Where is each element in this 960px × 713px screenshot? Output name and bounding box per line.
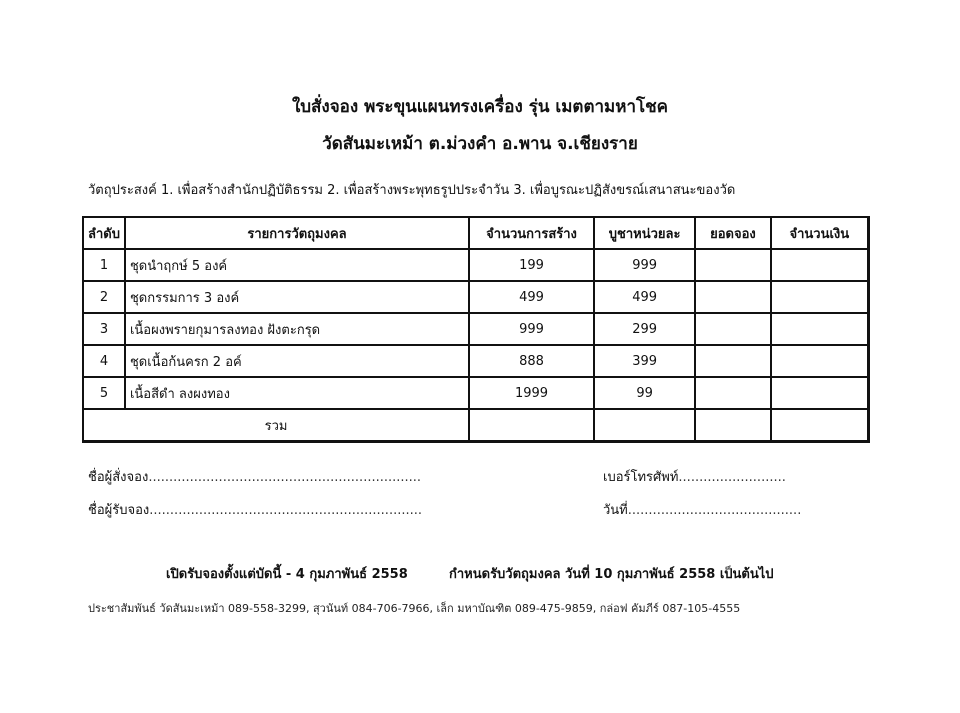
header-item: รายการวัตถุมงคล: [126, 218, 470, 250]
row-no: 1: [84, 250, 126, 282]
total-price-cell: [595, 410, 696, 440]
table-row: [84, 282, 867, 314]
row-amount-cell[interactable]: [772, 378, 867, 410]
receiver-line[interactable]: [88, 499, 422, 520]
row-item: ชุดนำฤกษ์ 5 องค์: [126, 250, 470, 282]
total-row: [84, 410, 867, 440]
row-price: 499: [595, 282, 696, 314]
row-qty: 1999: [470, 378, 595, 410]
row-booked-cell[interactable]: [696, 346, 771, 378]
row-amount-cell[interactable]: [772, 346, 867, 378]
row-qty: 199: [470, 250, 595, 282]
document-title: ใบสั่งจอง พระขุนแผนทรงเครื่อง รุ่น เมตตามหาโชค: [291, 97, 669, 117]
row-price: 399: [595, 346, 696, 378]
row-item: ชุดกรรมการ 3 องค์: [126, 282, 470, 314]
orderer-label: ชื่อผู้สั่งจอง: [88, 470, 149, 485]
header-qty: จำนวนการสร้าง: [470, 218, 595, 250]
header-price: บูชาหน่วยละ: [595, 218, 696, 250]
row-booked-cell[interactable]: [696, 378, 771, 410]
row-no: 4: [84, 346, 126, 378]
document-subtitle: วัดสันมะเหม้า ต.ม่วงคำ อ.พาน จ.เชียงราย: [322, 134, 638, 154]
row-item: เนื้อสีดำ ลงผงทอง: [126, 378, 470, 410]
row-booked-cell[interactable]: [696, 282, 771, 314]
purpose-text: วัตถุประสงค์ 1. เพื่อสร้างสำนักปฏิบัติธรรม 2. เพื่อสร้างพระพุทธรูปประจำวัน 3. เพื่อบูรณะปฏิสังขรณ์เสนาสนะของวัด: [88, 183, 736, 198]
row-price: 99: [595, 378, 696, 410]
date-fill-dots[interactable]: ..........................................: [627, 503, 802, 518]
table-row: [84, 378, 867, 410]
table-row: [84, 314, 867, 346]
header-amount: จำนวนเงิน: [772, 218, 867, 250]
phone-fill-dots[interactable]: ..........................: [678, 470, 786, 485]
date-label: วันที่: [603, 503, 628, 518]
table-header-row: [84, 218, 867, 250]
receive-date-text: กำหนดรับวัตถุมงคล วันที่ 10 กุมภาพันธ์ 2558 เป็นต้นไป: [449, 567, 774, 582]
header-no: ลำดับ: [84, 218, 126, 250]
order-table: [82, 216, 870, 443]
total-booked-cell[interactable]: [696, 410, 771, 440]
row-qty: 888: [470, 346, 595, 378]
receiver-fill-dots[interactable]: ..................................................................: [149, 503, 422, 518]
row-booked-cell[interactable]: [696, 250, 771, 282]
row-amount-cell[interactable]: [772, 282, 867, 314]
table-row: [84, 250, 867, 282]
row-booked-cell[interactable]: [696, 314, 771, 346]
orderer-fill-dots[interactable]: ..................................................................: [148, 470, 422, 485]
total-qty-cell: [470, 410, 595, 440]
row-qty: 999: [470, 314, 595, 346]
row-amount-cell[interactable]: [772, 314, 867, 346]
row-item: เนื้อผงพรายกุมารลงทอง ฝังตะกรุด: [126, 314, 470, 346]
row-price: 299: [595, 314, 696, 346]
row-no: 5: [84, 378, 126, 410]
receiver-label: ชื่อผู้รับจอง: [88, 503, 150, 518]
row-item: ชุดเนื้อก้นครก 2 อค์: [126, 346, 470, 378]
total-amount-cell[interactable]: [772, 410, 867, 440]
phone-line[interactable]: [603, 466, 786, 487]
total-label: รวม: [84, 410, 470, 440]
orderer-line[interactable]: [88, 466, 421, 487]
date-line[interactable]: [603, 499, 801, 520]
table-row: [84, 346, 867, 378]
row-price: 999: [595, 250, 696, 282]
booking-open-text: เปิดรับจองตั้งแต่บัดนี้ - 4 กุมภาพันธ์ 2558: [166, 567, 408, 582]
row-no: 3: [84, 314, 126, 346]
row-no: 2: [84, 282, 126, 314]
row-amount-cell[interactable]: [772, 250, 867, 282]
contact-info: ประชาสัมพันธ์ วัดสันมะเหม้า 089-558-3299, สุวนันท์ 084-706-7966, เล็ก มหาบัณฑิต 089-475-9859, กล่อฟ คัมภีร์ 087-105-4555: [88, 602, 741, 615]
header-booked: ยอดจอง: [696, 218, 771, 250]
phone-label: เบอร์โทรศัพท์: [603, 470, 679, 485]
row-qty: 499: [470, 282, 595, 314]
